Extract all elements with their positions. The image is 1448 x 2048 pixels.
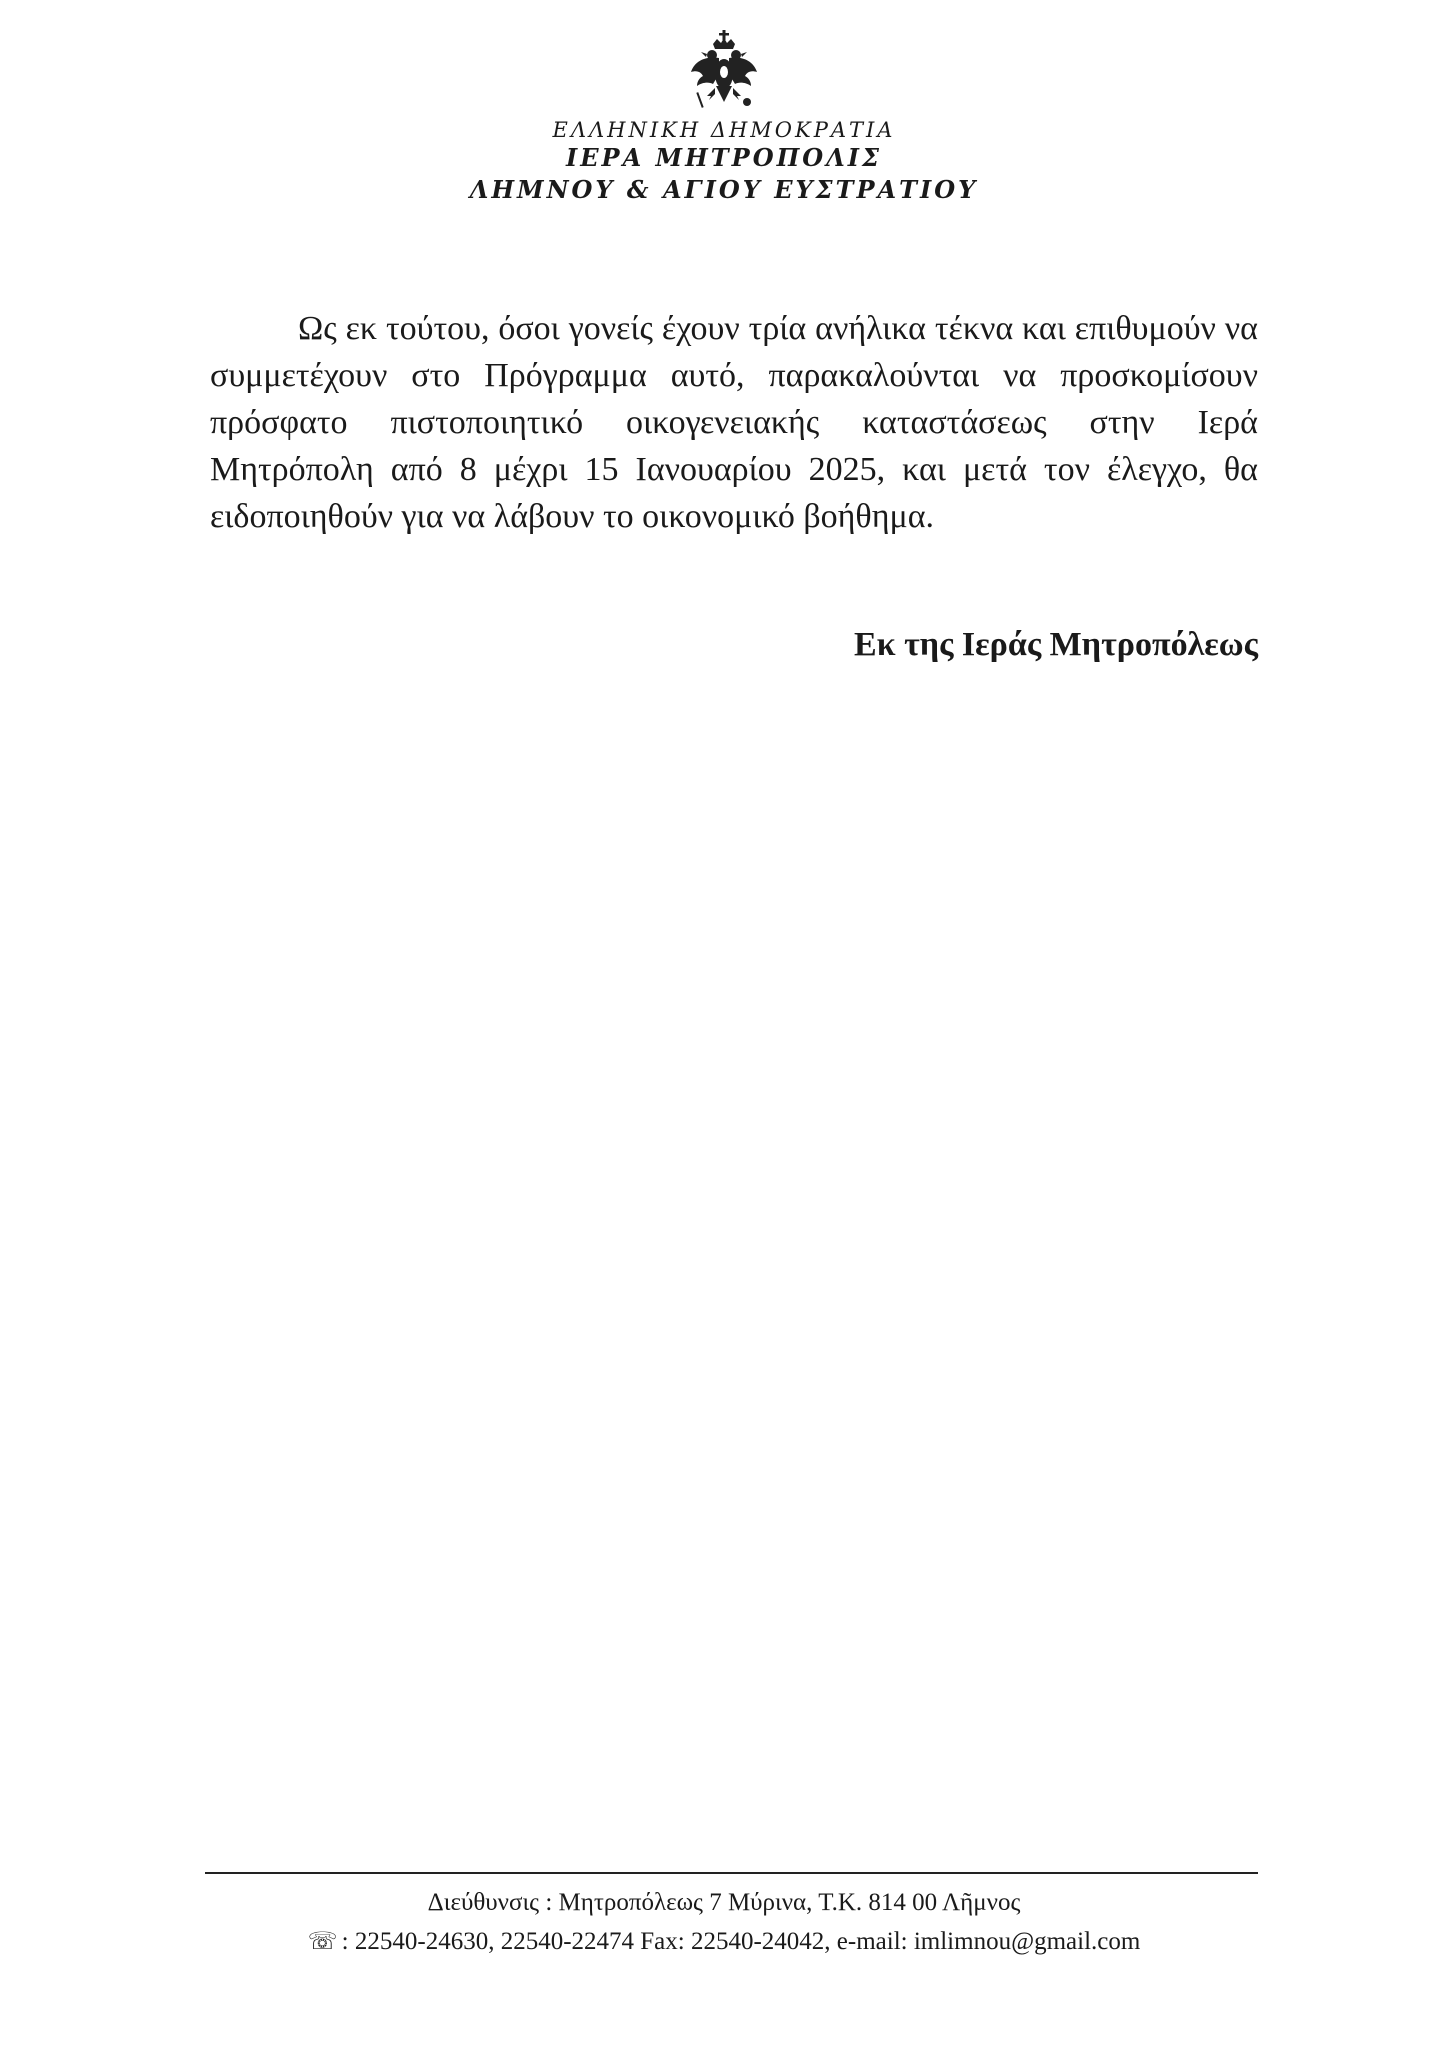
footer-contacts-row bbox=[0, 1922, 1448, 1961]
announcement-paragraph: Ως εκ τούτου, όσοι γονείς έχουν τρία ανήλικα τέκνα και επιθυμούν να συμμετέχουν στο Πρόγραμμα αυτό, παρακαλούνται να προσκομίσουν πρόσφατο πιστοποιητικό οικογενειακής καταστάσεως στην Ιερά Μητρόπολη από 8 μέχρι 15 Ιανουαρίου 2025, και μετά τον έλεγχο, θα ειδοποιηθούν για να λάβουν το οικονομικό βοήθημα. bbox=[210, 310, 1258, 535]
double-headed-eagle-icon bbox=[689, 30, 759, 112]
footer-contacts: : 22540-24630, 22540-22474 Fax: 22540-24042, e-mail: imlimnou@gmail.com bbox=[341, 1928, 1141, 1955]
letterhead-state-line: ΕΛΛΗΝΙΚΗ ΔΗΜΟΚΡΑΤΙΑ bbox=[552, 118, 896, 142]
telephone-icon: ☏ bbox=[307, 1927, 338, 1955]
footer-address: Διεύθυνσις : Μητροπόλεως 7 Μύρινα, Τ.Κ. 814 00 Λῆμνος bbox=[427, 1889, 1021, 1916]
footer-divider bbox=[205, 1872, 1258, 1874]
letterhead-region-line: ΛΗΜΝΟΥ & ΑΓΙΟΥ ΕΥΣΤΡΑΤΙΟΥ bbox=[469, 174, 979, 204]
footer bbox=[0, 1884, 1448, 1961]
signature-line: Εκ της Ιεράς Μητροπόλεως bbox=[854, 626, 1258, 663]
letterhead bbox=[0, 30, 1448, 203]
letterhead-metropolis-line: ΙΕΡΑ ΜΗΤΡΟΠΟΛΙΣ bbox=[566, 143, 882, 173]
